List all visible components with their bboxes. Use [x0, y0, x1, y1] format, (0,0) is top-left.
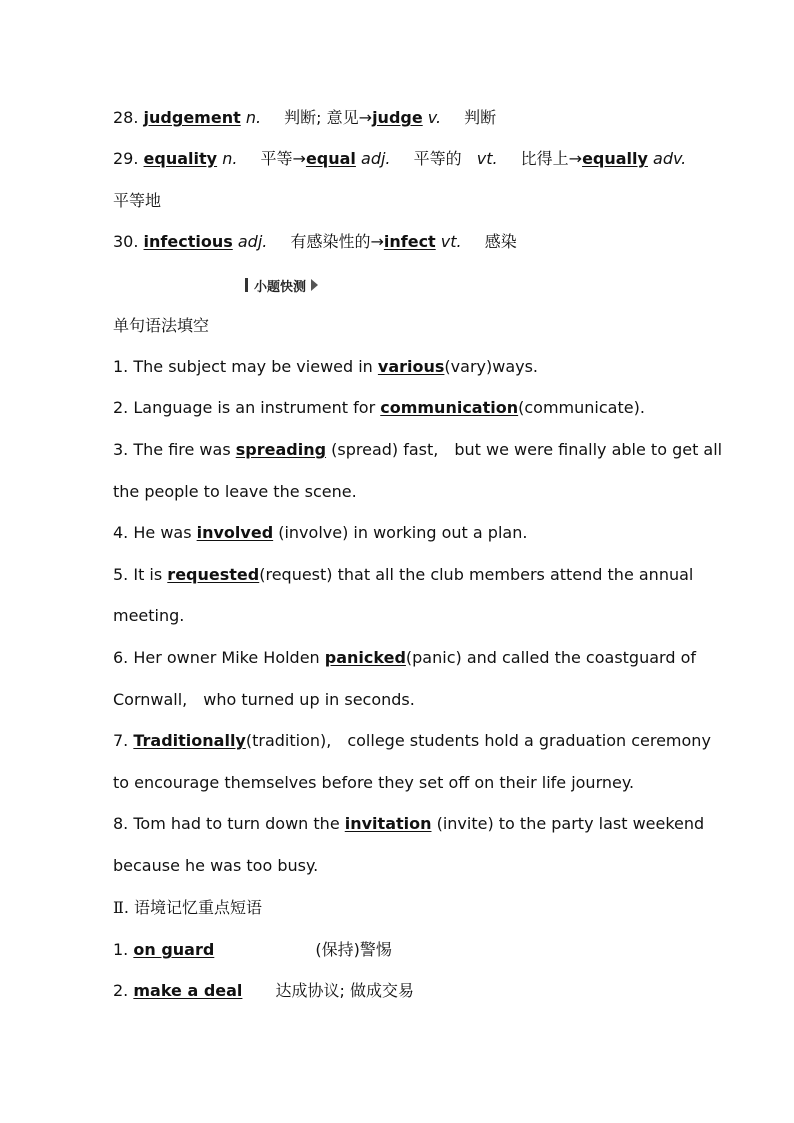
- exercise-title: 单句语法填空: [113, 316, 210, 335]
- sentence-text: (invite) to the party last weekend: [431, 814, 705, 833]
- exercise-item-6-cont: Cornwall, who turned up in seconds.: [113, 690, 415, 709]
- exercise-item-1: [113, 356, 538, 378]
- exercise-item-7-cont: to encourage themselves before they set off on their life journey.: [113, 773, 635, 792]
- banner-label: 小题快测: [254, 279, 307, 295]
- section-heading: Ⅱ. 语境记忆重点短语: [113, 898, 263, 917]
- item-number: 2.: [113, 981, 134, 1000]
- part-of-speech: n.: [245, 108, 262, 127]
- exercise-item-5-cont: meeting.: [113, 606, 185, 625]
- answer: requested: [167, 565, 260, 584]
- sentence-text: 5. It is: [113, 565, 168, 584]
- exercise-item-4: [113, 522, 527, 544]
- vocab-word: judgement: [143, 108, 241, 127]
- part-of-speech: adj.: [237, 232, 268, 251]
- item-number: 30.: [113, 232, 139, 251]
- sentence-text: (tradition), college students hold a graduation ceremony: [245, 731, 711, 750]
- sentence-text: (panic) and called the coastguard of: [405, 648, 696, 667]
- answer: invitation: [344, 814, 432, 833]
- phrase-meaning: (保持)警惕: [315, 940, 392, 959]
- phrase: on guard: [133, 940, 215, 959]
- exercise-item-3: [113, 439, 722, 461]
- exercise-item-3-cont: the people to leave the scene.: [113, 482, 357, 501]
- vocab-meaning: 平等→: [260, 149, 306, 168]
- answer: Traditionally: [133, 731, 246, 750]
- vocab-meaning: 有感染性的→: [290, 232, 384, 251]
- section-banner: [245, 276, 318, 294]
- answer: communication: [380, 398, 519, 417]
- part-of-speech: v.: [427, 108, 442, 127]
- sentence-text: (vary)ways.: [444, 357, 539, 376]
- vocab-item-28: [113, 107, 496, 129]
- answer: involved: [196, 523, 274, 542]
- sentence-text: (request) that all the club members attend the annual: [259, 565, 694, 584]
- sentence-text: (spread) fast, but we were finally able to get all: [326, 440, 723, 459]
- exercise-item-8: [113, 813, 704, 835]
- related-word: equally: [582, 149, 648, 168]
- sentence-text: (communicate).: [518, 398, 645, 417]
- sentence-text: 2. Language is an instrument for: [113, 398, 381, 417]
- related-meaning: 判断: [464, 108, 497, 127]
- phrase-item-2: [113, 980, 414, 1002]
- exercise-item-7: [113, 730, 711, 752]
- banner-bar-icon: [245, 278, 248, 292]
- vocab-item-30: [113, 231, 517, 253]
- vocab-item-29: [113, 148, 686, 170]
- sentence-text: 4. He was: [113, 523, 197, 542]
- triangle-right-icon: [311, 279, 318, 291]
- vocab-meaning: 判断; 意见→: [284, 108, 373, 127]
- vocab-item-29-cont: [113, 190, 161, 212]
- part-of-speech: vt.: [440, 232, 462, 251]
- answer: panicked: [324, 648, 406, 667]
- related-meaning: 比得上→: [520, 149, 583, 168]
- vocab-word: equality: [143, 149, 218, 168]
- phrase-item-1: [113, 939, 392, 961]
- answer: spreading: [235, 440, 327, 459]
- sentence-text: 6. Her owner Mike Holden: [113, 648, 325, 667]
- related-word: judge: [372, 108, 423, 127]
- item-number: 28.: [113, 108, 139, 127]
- sentence-text: 8. Tom had to turn down the: [113, 814, 345, 833]
- exercise-item-8-cont: because he was too busy.: [113, 856, 319, 875]
- related-word: infect: [383, 232, 436, 251]
- phrase: make a deal: [133, 981, 243, 1000]
- part-of-speech: adv.: [653, 149, 687, 168]
- part-of-speech: n.: [222, 149, 238, 168]
- sentence-text: 7.: [113, 731, 134, 750]
- exercise-item-6: [113, 647, 696, 669]
- vocab-word: infectious: [143, 232, 233, 251]
- related-meaning: 感染: [484, 232, 517, 251]
- related-word: equal: [305, 149, 356, 168]
- sentence-text: 1. The subject may be viewed in: [113, 357, 378, 376]
- part-of-speech: adj.: [361, 149, 391, 168]
- related-meaning: 平等地: [113, 191, 162, 210]
- answer: various: [377, 357, 445, 376]
- related-meaning: 平等的: [413, 149, 462, 168]
- part-of-speech: vt.: [476, 149, 498, 168]
- item-number: 1.: [113, 940, 134, 959]
- exercise-item-5: [113, 564, 693, 586]
- exercise-item-2: [113, 397, 645, 419]
- sentence-text: 3. The fire was: [113, 440, 236, 459]
- sentence-text: (involve) in working out a plan.: [273, 523, 528, 542]
- item-number: 29.: [113, 149, 139, 168]
- phrase-meaning: 达成协议; 做成交易: [275, 981, 414, 1000]
